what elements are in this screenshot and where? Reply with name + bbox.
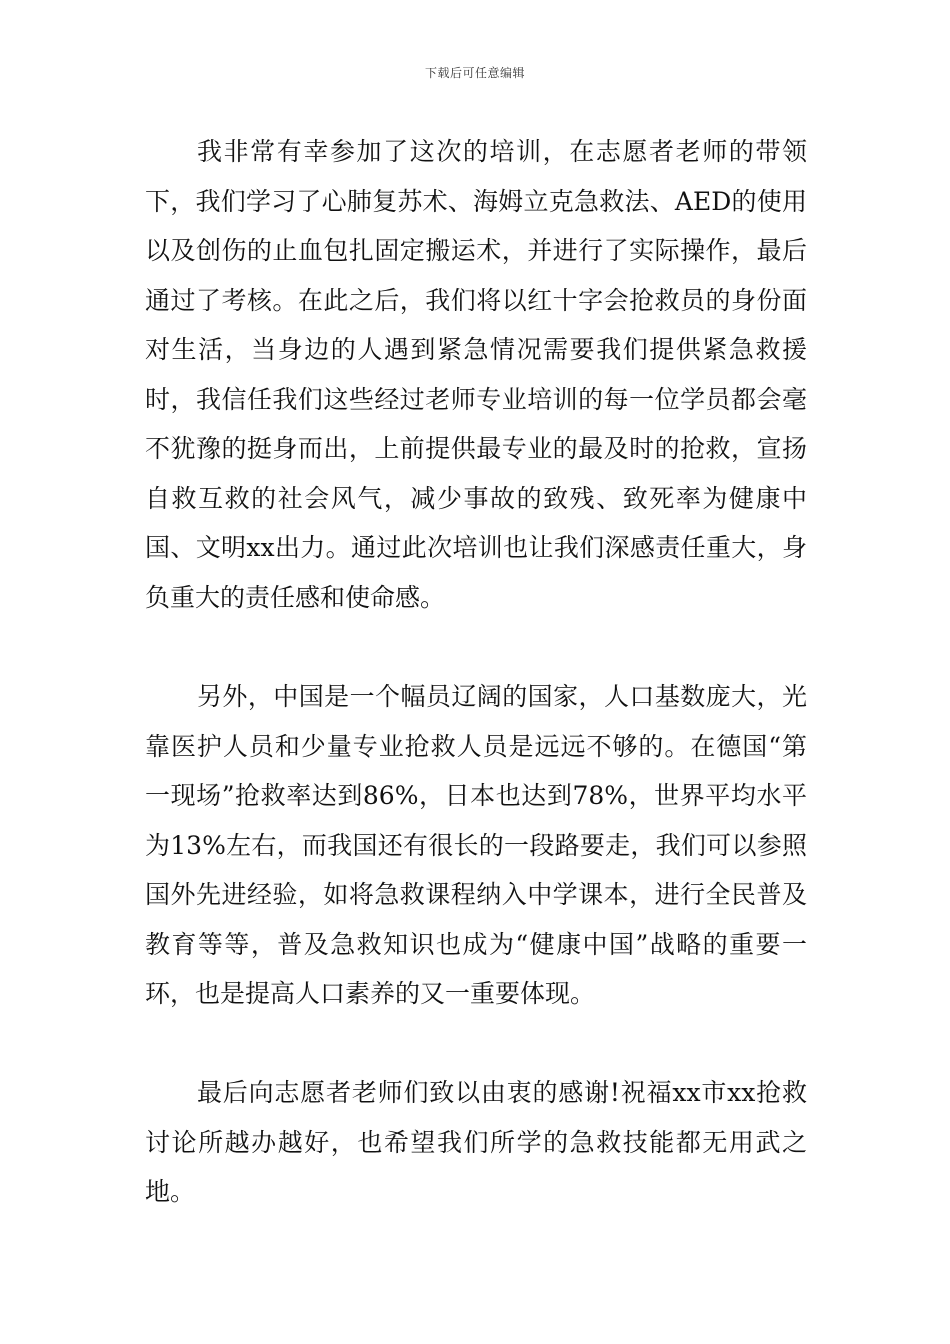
paragraph-closing-thanks: 最后向志愿者老师们致以由衷的感谢!祝福xx市xx抢救讨论所越办越好，也希望我们所学的急救技能都无用武之地。 (145, 1078, 807, 1206)
header-note: 下载后可任意编辑 (424, 66, 525, 80)
paragraph-first-aid-rates: 另外，中国是一个幅员辽阔的国家，人口基数庞大，光靠医护人员和少量专业抢救人员是远远不够的。在德国“第一现场”抢救率达到86%，日本也达到78%，世界平均水平为13%左右，而我国还有很长的一段路要走，我们可以参照国外先进经验，如将急救课程纳入中学课本，进行全民普及教育等等，普及急救知识也成为“健康中国”战略的重要一环，也是提高人口素养的又一重要体现。 (145, 682, 807, 1008)
paragraph-training-experience: 我非常有幸参加了这次的培训，在志愿者老师的带领下，我们学习了心肺复苏术、海姆立克急救法、AED的使用以及创伤的止血包扎固定搬运术，并进行了实际操作，最后通过了考核。在此之后，我们将以红十字会抢救员的身份面对生活，当身边的人遇到紧急情况需要我们提供紧急救援时，我信任我们这些经过老师专业培训的每一位学员都会毫不犹豫的挺身而出，上前提供最专业的最及时的抢救，宣扬自救互救的社会风气，减少事故的致残、致死率为健康中国、文明xx出力。通过此次培训也让我们深感责任重大，身负重大的责任感和使命感。 (145, 137, 807, 612)
